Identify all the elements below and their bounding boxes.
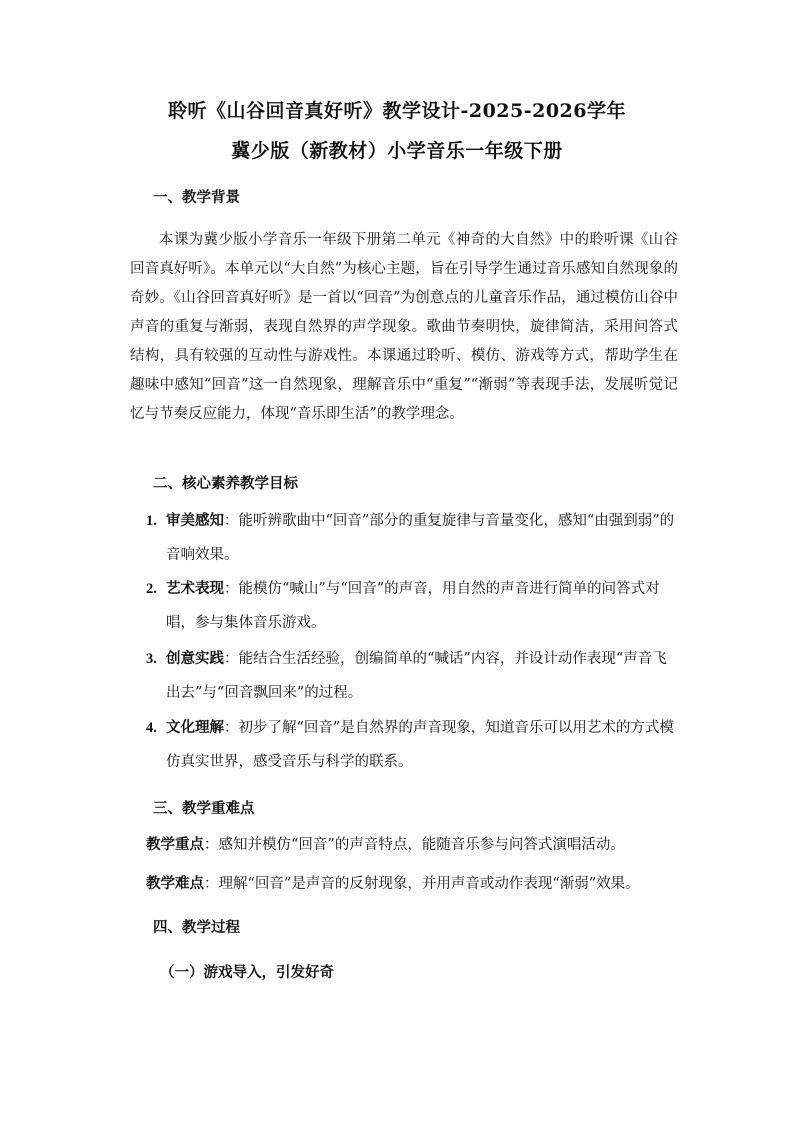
key-point-label: 教学重点: [146, 836, 204, 853]
section-heading-key-points: 三、教学重难点: [153, 800, 255, 817]
objective-number: 3.: [146, 651, 157, 667]
objective-keyword: 创意实践: [166, 650, 224, 667]
objective-keyword: 审美感知: [166, 512, 224, 529]
objective-number: 4.: [146, 720, 157, 736]
objective-text: ：初步了解“回音”是自然界的声音现象，知道音乐可以用艺术的方式模仿真实世界，感受音乐与科学的联系。: [166, 720, 674, 770]
difficult-point-text: ：理解“回音”是声音的反射现象，并用声音或动作表现“渐弱”效果。: [204, 876, 640, 892]
section-heading-objectives: 二、核心素养教学目标: [153, 475, 298, 492]
section-heading-process: 四、教学过程: [153, 919, 240, 936]
objective-text: ：能结合生活经验，创编简单的“喊话”内容，并设计动作表现“声音飞出去”与“回音飘回来”的过程。: [166, 651, 667, 701]
document-subtitle: 冀少版（新教材）小学音乐一年级下册: [231, 140, 563, 162]
objective-keyword: 艺术表现: [166, 580, 224, 597]
key-point-text: ：感知并模仿“回音”的声音特点，能随音乐参与问答式演唱活动。: [204, 837, 625, 853]
difficult-point-label: 教学难点: [146, 875, 204, 892]
objective-item: [146, 504, 676, 572]
key-point-line: [146, 833, 686, 854]
objective-keyword: 文化理解: [166, 719, 224, 736]
objective-number: 1.: [146, 513, 157, 529]
objective-item: [146, 642, 676, 710]
background-paragraph: 本课为冀少版小学音乐一年级下册第二单元《神奇的大自然》中的聆听课《山谷回音真好听》。本单元以“大自然”为核心主题，旨在引导学生通过音乐感知自然现象的奇妙。《山谷回音真好听》是一首以“回音”为创意点的儿童音乐作品，通过模仿山谷中声音的重复与渐弱，表现自然界的声学现象。歌曲节奏明快，旋律简洁，采用问答式结构，具有较强的互动性与游戏性。本课通过聆听、模仿、游戏等方式，帮助学生在趣味中感知“回音”这一自然现象，理解音乐中“重复”“渐弱”等表现手法，发展听觉记忆与节奏反应能力，体现“音乐即生活”的教学理念。: [130, 232, 678, 422]
document-title: 聆听《山谷回音真好听》教学设计-2025-2026学年: [167, 100, 627, 122]
difficult-point-line: [146, 872, 686, 893]
objective-text: ：能听辨歌曲中“回音”部分的重复旋律与音量变化，感知“由强到弱”的音响效果。: [166, 513, 675, 563]
objective-item: [146, 572, 676, 640]
objective-number: 2.: [146, 581, 157, 597]
objective-text: ：能模仿“喊山”与“回音”的声音，用自然的声音进行简单的问答式对唱，参与集体音乐游戏。: [166, 581, 660, 631]
objective-item: [146, 711, 676, 779]
section-heading-background: 一、教学背景: [153, 189, 240, 206]
subsection-heading: （一）游戏导入，引发好奇: [160, 964, 334, 981]
